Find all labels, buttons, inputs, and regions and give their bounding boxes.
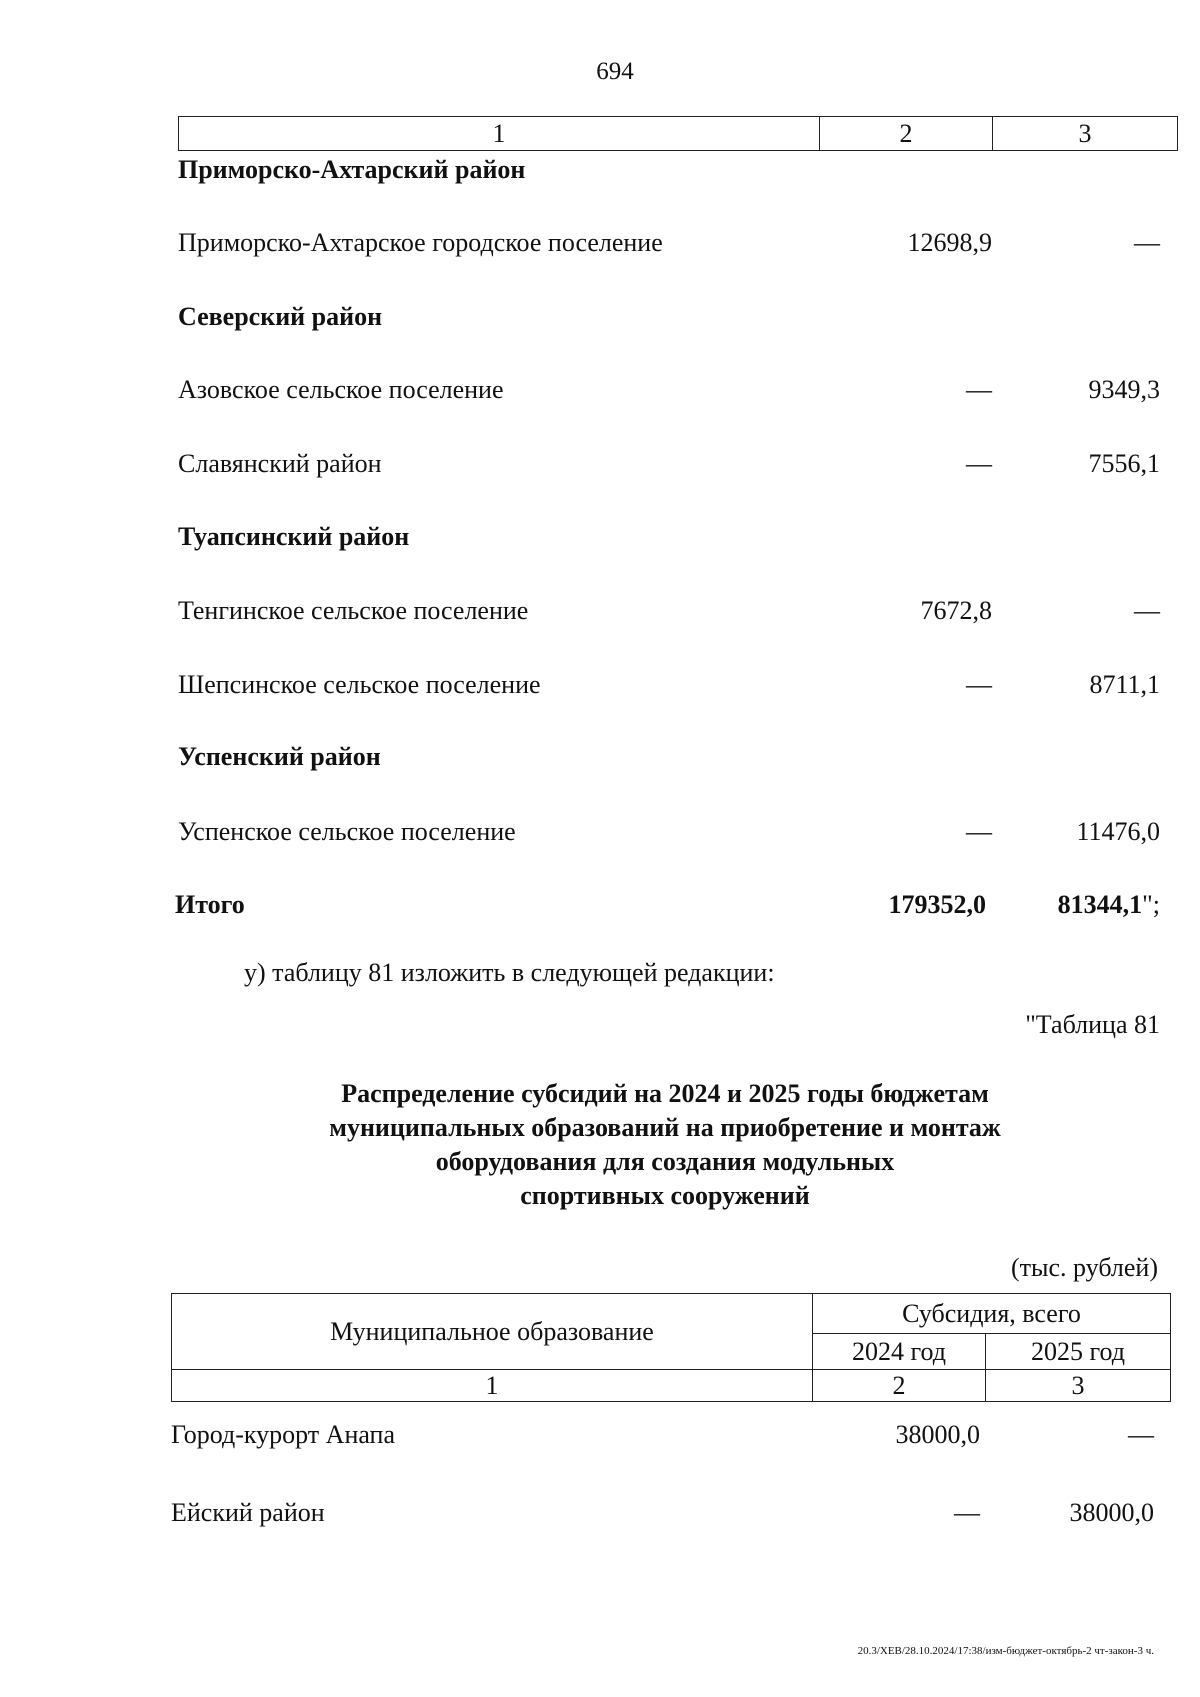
table1-row-name: Приморско-Ахтарское городское поселение <box>178 228 663 257</box>
table2-header <box>171 1293 1171 1402</box>
table1-row-value-2025: 7556,1 <box>1088 449 1160 478</box>
table2-year2-header: 2025 год <box>986 1334 1171 1370</box>
table1-total-2025: 81344,1 <box>1057 890 1143 919</box>
table-label: "Таблица 81 <box>1025 1010 1160 1039</box>
table2-col1-header: Муниципальное образование <box>172 1294 813 1370</box>
table2-row-value-2024: 38000,0 <box>895 1420 980 1449</box>
table1-row-value-2025: 9349,3 <box>1088 375 1160 404</box>
table1-row-name: Приморско-Ахтарский район <box>178 155 526 184</box>
table1-col3-number: 3 <box>993 117 1178 151</box>
table-title-line: оборудования для создания модульных <box>435 1147 895 1176</box>
table2-col1-number: 1 <box>172 1370 813 1402</box>
table2-row-value-2025: 38000,0 <box>1069 1498 1154 1527</box>
table1-row-name: Славянский район <box>178 449 382 478</box>
page-number: 694 <box>596 58 634 85</box>
table1-row-name: Азовское сельское поселение <box>178 375 504 404</box>
amendment-instruction: у) таблицу 81 изложить в следующей редакции: <box>244 958 775 987</box>
units-note: (тыс. рублей) <box>1010 1253 1158 1282</box>
table1-row-value-2024: — <box>966 449 992 478</box>
table1-header <box>178 116 1178 151</box>
table1-row-value-2024: — <box>966 670 992 699</box>
document-footer-stamp: 20.3/XEB/28.10.2024/17:38/изм-бюджет-октябрь-2 чт-закон-3 ч. <box>857 1645 1154 1657</box>
table1-total-label: Итого <box>175 890 245 919</box>
table1-row-name: Успенское сельское поселение <box>178 817 516 846</box>
table1-row-value-2024: — <box>966 817 992 846</box>
table1-row-value-2025: 8711,1 <box>1089 670 1160 699</box>
table2-col2-number: 2 <box>813 1370 986 1402</box>
table1-row-name: Северский район <box>178 302 383 331</box>
table1-col2-number: 2 <box>820 117 993 151</box>
table2-col3-number: 3 <box>986 1370 1171 1402</box>
table2-row-name: Ейский район <box>171 1498 325 1527</box>
table-title-line: Распределение субсидий на 2024 и 2025 годы бюджетам <box>341 1079 989 1108</box>
table1-row-name: Тенгинское сельское поселение <box>178 596 529 625</box>
table1-row-value-2024: 7672,8 <box>920 596 992 625</box>
table1-row-value-2024: — <box>966 375 992 404</box>
table1-total-2024: 179352,0 <box>888 890 986 919</box>
table1-row-value-2025: 11476,0 <box>1076 817 1160 846</box>
table2-row-value-2024: — <box>954 1498 980 1527</box>
table2-row-name: Город-курорт Анапа <box>171 1420 396 1449</box>
table2-row-value-2025: — <box>1128 1420 1154 1449</box>
table1-col1-number: 1 <box>179 117 820 151</box>
table1-total-suffix: "; <box>1142 890 1160 919</box>
table2-group-header: Субсидия, всего <box>813 1294 1171 1334</box>
table-title-line: муниципальных образований на приобретение и монтаж <box>329 1113 1001 1142</box>
table1-row-name: Туапсинский район <box>178 522 410 551</box>
table-title-line: спортивных сооружений <box>520 1181 810 1210</box>
table1-row-value-2024: 12698,9 <box>907 228 992 257</box>
table1-row-name: Шепсинское сельское поселение <box>178 670 541 699</box>
table2-year1-header: 2024 год <box>813 1334 986 1370</box>
table1-row-value-2025: — <box>1134 596 1160 625</box>
table1-row-value-2025: — <box>1134 228 1160 257</box>
table1-row-name: Успенский район <box>178 742 381 771</box>
